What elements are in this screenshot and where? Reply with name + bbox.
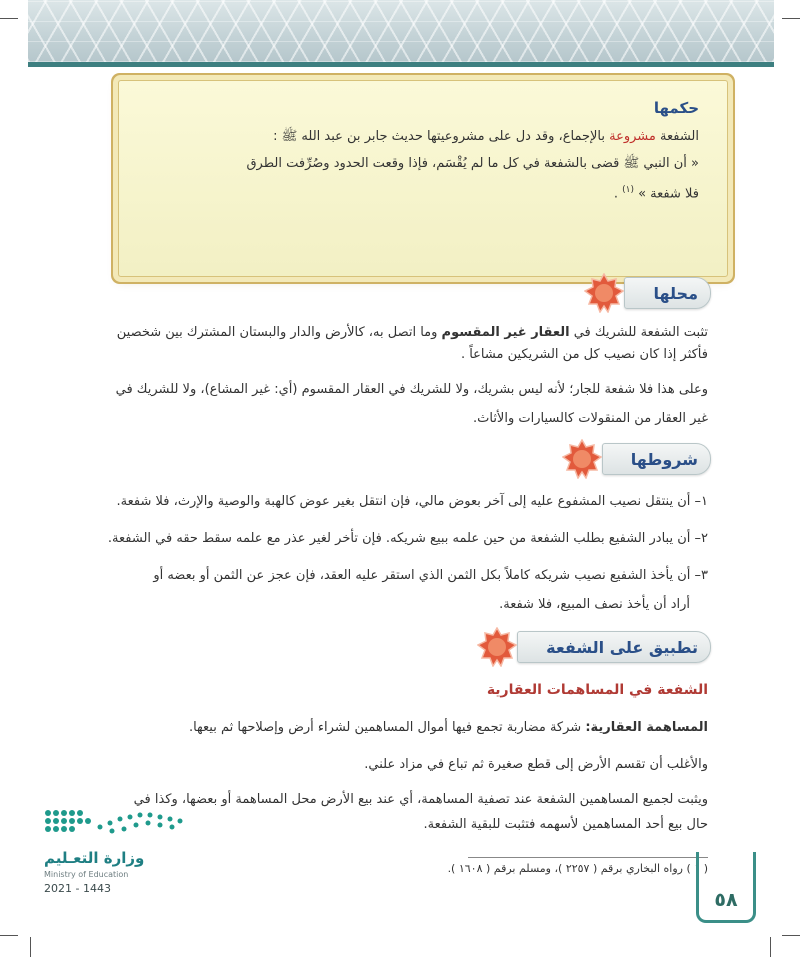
crop-mark [782, 18, 800, 19]
crop-mark [0, 18, 18, 19]
crop-mark [30, 937, 31, 957]
ruling-title: حكمها [653, 99, 699, 117]
header-pattern [28, 0, 774, 62]
header-rule [28, 62, 774, 67]
footnote: ) رواه البخاري برقم ( ٢٢٥٧ )، ومسلم برقم ( ١٦٠٨ ). [447, 862, 691, 875]
ruling-text: الشفعة [655, 129, 699, 144]
crop-mark [782, 935, 800, 936]
paragraph [18, 322, 708, 344]
paragraph: حال بيع أحد المساهمين لأسهمه فتثبت للبقية الشفعة. [423, 817, 708, 832]
ruling-text: بالإجماع، وقد دل على مشروعيتها حديث جابر بن عبد الله ﷺ : [273, 129, 610, 144]
paragraph-text: وما اتصل به، كالأرض والدار والبستان المشترك بين شخصين [116, 325, 442, 340]
condition-item: ٢– أن يبادر الشفيع بطلب الشفعة من حين علمه ببيع شريكه. فإن تأخر لغير عذر مع علمه سقط حقه في الشفعة. [107, 531, 708, 546]
ministry-year: 2021 - 1443 [44, 882, 111, 895]
paragraph: وعلى هذا فلا شفعة للجار؛ لأنه ليس بشريك، ولا للشريك في العقار المقسوم (أي: غير المشاع)، ولا للشريك في [115, 382, 708, 397]
paragraph: فأكثر إذا كان نصيب كل من الشريكين مشاعاً . [460, 347, 708, 362]
star-icon [562, 439, 602, 479]
subheading: الشفعة في المساهمات العقارية [486, 682, 708, 698]
paragraph: غير العقار من المنقولات كالسيارات والأثاث. [472, 411, 708, 426]
paragraph: ويثبت لجميع المساهمين الشفعة عند تصفية المساهمة، أي عند بيع الأرض محل المساهمة أو بعضها، وكذا في [133, 792, 708, 807]
ruling-box [118, 80, 728, 277]
footnote-ref[interactable]: (١) [622, 185, 634, 195]
section-title: شروطها [602, 443, 711, 475]
paragraph-text: شركة مضاربة تجمع فيها أموال المساهمين لشراء أرض وإصلاحها ثم بيعها. [188, 720, 586, 735]
paragraph [18, 717, 708, 739]
ministry-name-ar: وزارة التعـليم [44, 849, 145, 867]
section-heading-application [477, 630, 697, 664]
ruling-line-3 [147, 177, 699, 207]
page-number: ٥٨ [696, 880, 756, 923]
ministry-dots-icon [40, 805, 190, 845]
condition-item: ١– أن ينتقل نصيب المشفوع عليه إلى آخر بعوض مالي، فإن انتقل بغير عوض كالهبة والوصية والإرث، فلا شفعة. [116, 494, 708, 509]
section-title: تطبيق على الشفعة [517, 631, 711, 663]
ruling-highlight: مشروعة [609, 129, 656, 144]
ruling-line-2: « أن النبي ﷺ قضى بالشفعة في كل ما لم يُقْسَم، فإذا وقعت الحدود وصُرِّفت الطرق [246, 156, 699, 171]
paragraph-bold: المساهمة العقارية: [585, 720, 708, 735]
crop-mark [0, 935, 18, 936]
paragraph-text: تثبت الشفعة للشريك في [569, 325, 708, 340]
section-title: محلها [624, 277, 711, 309]
paragraph-bold: العقار غير المقسوم [441, 325, 570, 340]
footnote-rule [468, 857, 708, 858]
star-icon [584, 273, 624, 313]
condition-item-cont: أراد أن يأخذ نصف المبيع، فلا شفعة. [499, 597, 690, 612]
paragraph: والأغلب أن تقسم الأرض إلى قطع صغيرة ثم تباع في مزاد علني. [364, 757, 708, 772]
ministry-logo [40, 805, 190, 895]
star-icon [477, 627, 517, 667]
crop-mark [770, 937, 771, 957]
ruling-line-1 [147, 123, 699, 150]
section-heading-location [584, 276, 697, 310]
ministry-name-en: Ministry of Education [44, 870, 129, 879]
ruling-text: . [613, 186, 623, 202]
section-heading-conditions [562, 442, 697, 476]
condition-item: ٣– أن يأخذ الشفيع نصيب شريكه كاملاً بكل الثمن الذي استقر عليه العقد، فإن عجز عن الثمن أو بعضه أو [153, 568, 708, 583]
ruling-text: فلا شفعة » [638, 186, 699, 202]
